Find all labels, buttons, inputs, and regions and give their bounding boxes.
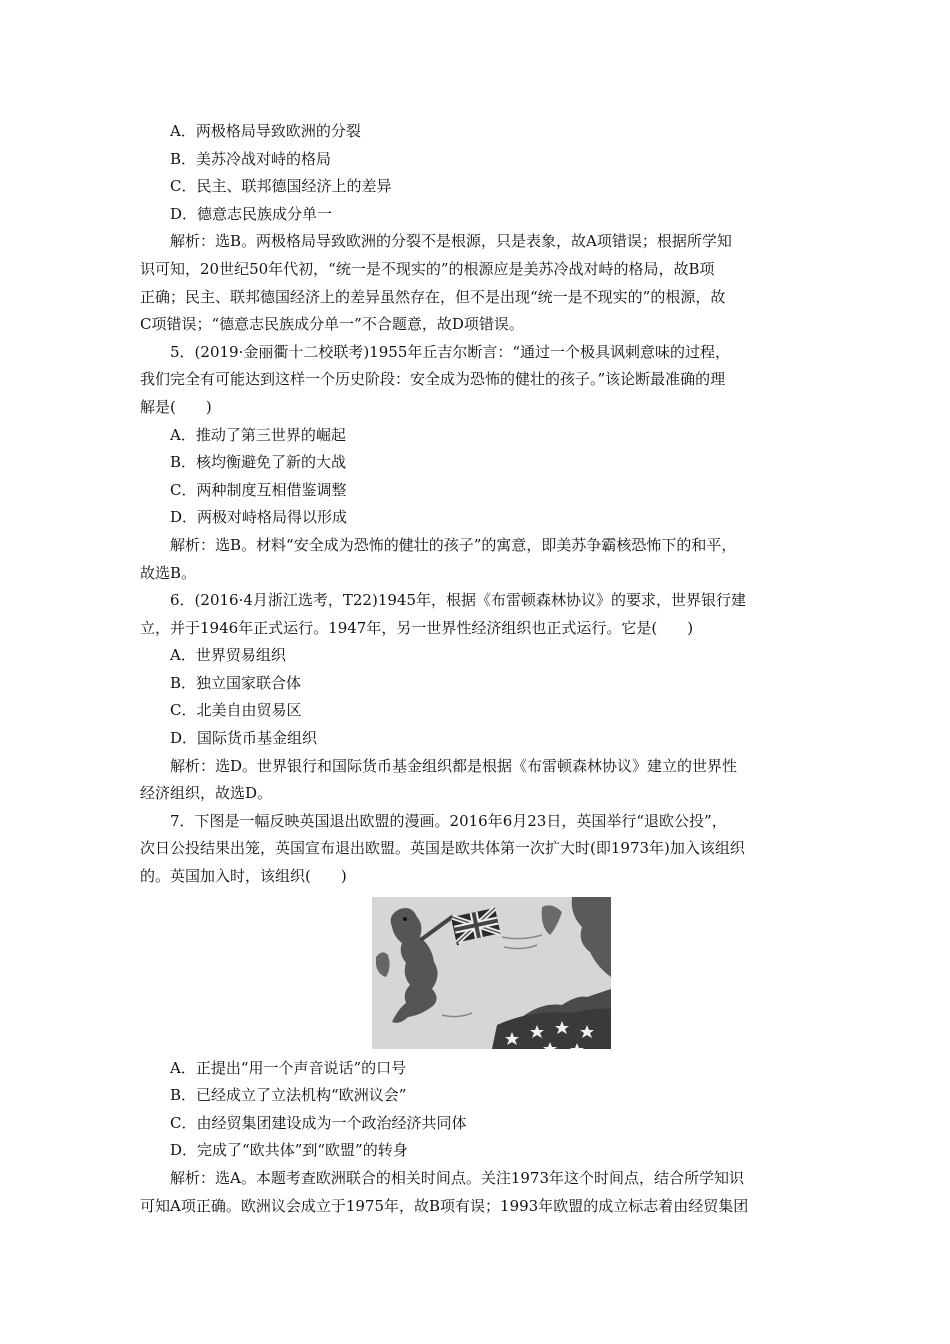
- q6-stem: [140, 587, 812, 642]
- q4-options: [140, 118, 812, 228]
- q5-option-d: D．两极对峙格局得以形成: [170, 508, 348, 527]
- document-body: [140, 118, 812, 1220]
- q7-option-c: C．由经贸集团建设成为一个政治经济共同体: [170, 1113, 467, 1132]
- q6-analysis: [140, 753, 812, 808]
- q5-analysis-line: 解析：选B。材料“安全成为恐怖的健壮的孩子”的寓意，即美苏争霸核恐怖下的和平，: [170, 535, 737, 554]
- q4-option-c: C．民主、联邦德国经济上的差异: [170, 177, 392, 196]
- q5-stem-line: 解是( ): [140, 397, 212, 416]
- q4-analysis: [140, 228, 812, 338]
- q4-analysis-line: 识可知，20世纪50年代初，“统一是不现实的”的根源应是美苏冷战对峙的格局，故B项: [140, 259, 715, 278]
- q7-options: [140, 1055, 812, 1165]
- q4-option-d: D．德意志民族成分单一: [170, 204, 333, 223]
- q5-options: [140, 422, 812, 532]
- q6-stem-line: 6．(2016·4月浙江选考，T22)1945年，根据《布雷顿森林协议》的要求，世界银行建: [170, 591, 747, 610]
- q7-stem-line: 的。英国加入时，该组织( ): [140, 867, 347, 886]
- q7-option-d: D．完成了“欧共体”到“欧盟”的转身: [170, 1141, 408, 1160]
- q6-option-b: B．独立国家联合体: [170, 673, 302, 692]
- q4-analysis-line: 解析：选B。两极格局导致欧洲的分裂不是根源，只是表象，故A项错误；根据所学知: [170, 232, 732, 251]
- q5-stem-line: 5．(2019·金丽衢十二校联考)1955年丘吉尔断言：“通过一个极具讽刺意味的过程，: [170, 342, 731, 361]
- q4-analysis-line: C项错误；“德意志民族成分单一”不合题意，故D项错误。: [140, 315, 524, 334]
- q5-analysis-line: 故选B。: [140, 563, 197, 582]
- q6-option-d: D．国际货币基金组织: [170, 729, 318, 748]
- brexit-cartoon-image: [372, 897, 611, 1049]
- q6-analysis-line: 经济组织，故选D。: [140, 784, 273, 803]
- q7-option-b: B．已经成立了立法机构“欧洲议会”: [170, 1086, 407, 1105]
- q7-stem-line: 7．下图是一幅反映英国退出欧盟的漫画。2016年6月23日，英国举行“退欧公投”，: [170, 811, 727, 830]
- q4-analysis-line: 正确；民主、联邦德国经济上的差异虽然存在，但不是出现“统一是不现实的”的根源，故: [140, 287, 726, 306]
- q7-stem: [140, 808, 812, 891]
- q6-analysis-line: 解析：选D。世界银行和国际货币基金组织都是根据《布雷顿森林协议》建立的世界性: [170, 756, 738, 775]
- q5-option-c: C．两种制度互相借鉴调整: [170, 480, 347, 499]
- q4-option-a: A．两极格局导致欧洲的分裂: [170, 122, 361, 140]
- q6-options: [140, 642, 812, 752]
- q5-stem: [140, 339, 812, 422]
- q7-stem-line: 次日公投结果出笼，英国宣布退出欧盟。英国是欧共体第一次扩大时(即1973年)加入该组织: [140, 839, 745, 858]
- q7-option-a: A．正提出“用一个声音说话”的口号: [170, 1058, 407, 1077]
- q7-analysis-line: 可知A项正确。欧洲议会成立于1975年，故B项有误；1993年欧盟的成立标志着由经贸集团: [140, 1196, 749, 1215]
- q5-analysis: [140, 532, 812, 587]
- q6-option-a: A．世界贸易组织: [170, 646, 286, 665]
- q7-analysis: [140, 1165, 812, 1220]
- q5-option-b: B．核均衡避免了新的大战: [170, 453, 347, 472]
- q7-analysis-line: 解析：选A。本题考查欧洲联合的相关时间点。关注1973年这个时间点，结合所学知识: [170, 1169, 745, 1187]
- q4-option-b: B．美苏冷战对峙的格局: [170, 149, 332, 168]
- q5-stem-line: 我们完全有可能达到这样一个历史阶段：安全成为恐怖的健壮的孩子。”该论断最准确的理: [140, 370, 726, 389]
- q5-option-a: A．推动了第三世界的崛起: [170, 425, 346, 444]
- q6-stem-line: 立，并于1946年正式运行。1947年，另一世界性经济组织也正式运行。它是( ): [140, 618, 694, 637]
- q6-option-c: C．北美自由贸易区: [170, 701, 302, 720]
